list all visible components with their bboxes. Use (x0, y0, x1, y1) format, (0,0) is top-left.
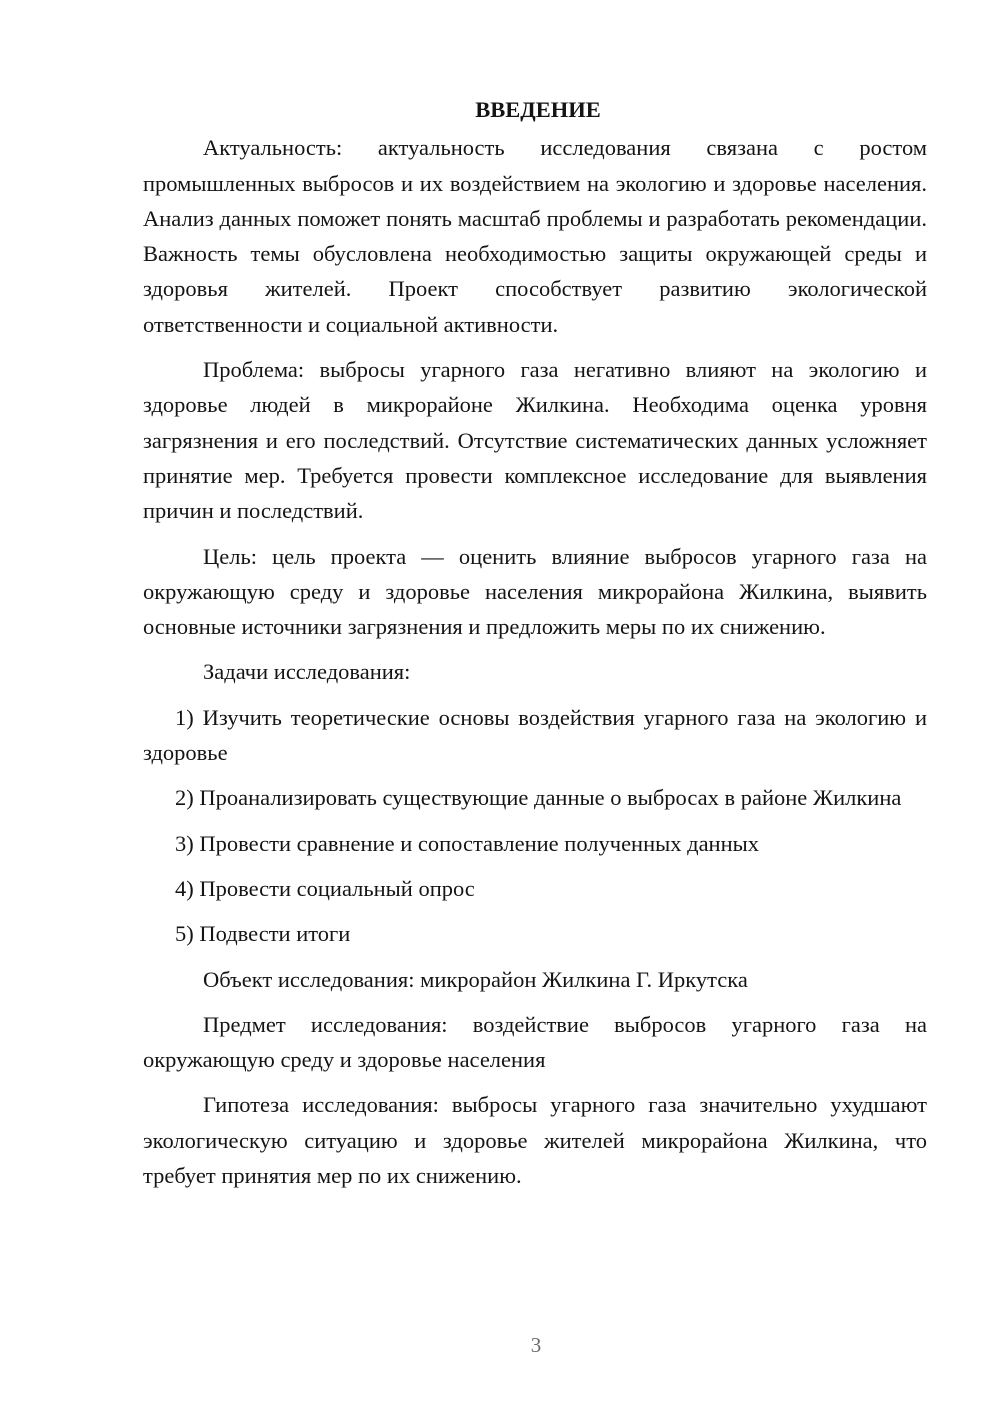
page-content (143, 92, 927, 1203)
task-item-3: 3) Провести сравнение и сопоставление полученных данных (175, 830, 760, 856)
task-item-4: 4) Провести социальный опрос (175, 875, 475, 901)
paragraph-problem: Проблема: выбросы угарного газа негативно влияют на экологию и здоровье людей в микрорайоне Жилкина. Необходима оценка уровня загрязнения и его последствий. Отсутствие систематических данных усложняет принятие мер. Требуется провести комплексное исследование для выявления причин и последствий. (143, 357, 927, 524)
paragraph-subject: Предмет исследования: воздействие выбросов угарного газа на окружающую среду и здоровье населения (143, 1011, 927, 1073)
task-item-1: 1) Изучить теоретические основы воздействия угарного газа на экологию и здоровье (143, 704, 927, 766)
page-number: 3 (530, 1333, 542, 1357)
task-item-5: 5) Подвести итоги (175, 921, 351, 947)
section-title: ВВЕДЕНИЕ (475, 97, 601, 122)
paragraph-object: Объект исследования: микрорайон Жилкина Г. Иркутска (203, 966, 748, 992)
tasks-heading: Задачи исследования: (203, 659, 411, 685)
paragraph-goal: Цель: цель проекта — оценить влияние выбросов угарного газа на окружающую среду и здоровье населения микрорайона Жилкина, выявить основные источники загрязнения и предложить меры по их снижению. (143, 543, 927, 640)
task-item-2: 2) Проанализировать существующие данные о выбросах в районе Жилкина (175, 785, 902, 811)
paragraph-relevance: Актуальность: актуальность исследования связана с ростом промышленных выбросов и их воздействием на экологию и здоровье населения. Анализ данных поможет понять масштаб проблемы и разработать рекомендации. Важность темы обусловлена необходимостью защиты окружающей среды и здоровья жителей. Проект способствует развитию экологической ответственности и социальной активности. (143, 135, 927, 337)
paragraph-hypothesis: Гипотеза исследования: выбросы угарного газа значительно ухудшают экологическую ситуацию и здоровье жителей микрорайона Жилкина, что требует принятия мер по их снижению. (143, 1092, 927, 1189)
